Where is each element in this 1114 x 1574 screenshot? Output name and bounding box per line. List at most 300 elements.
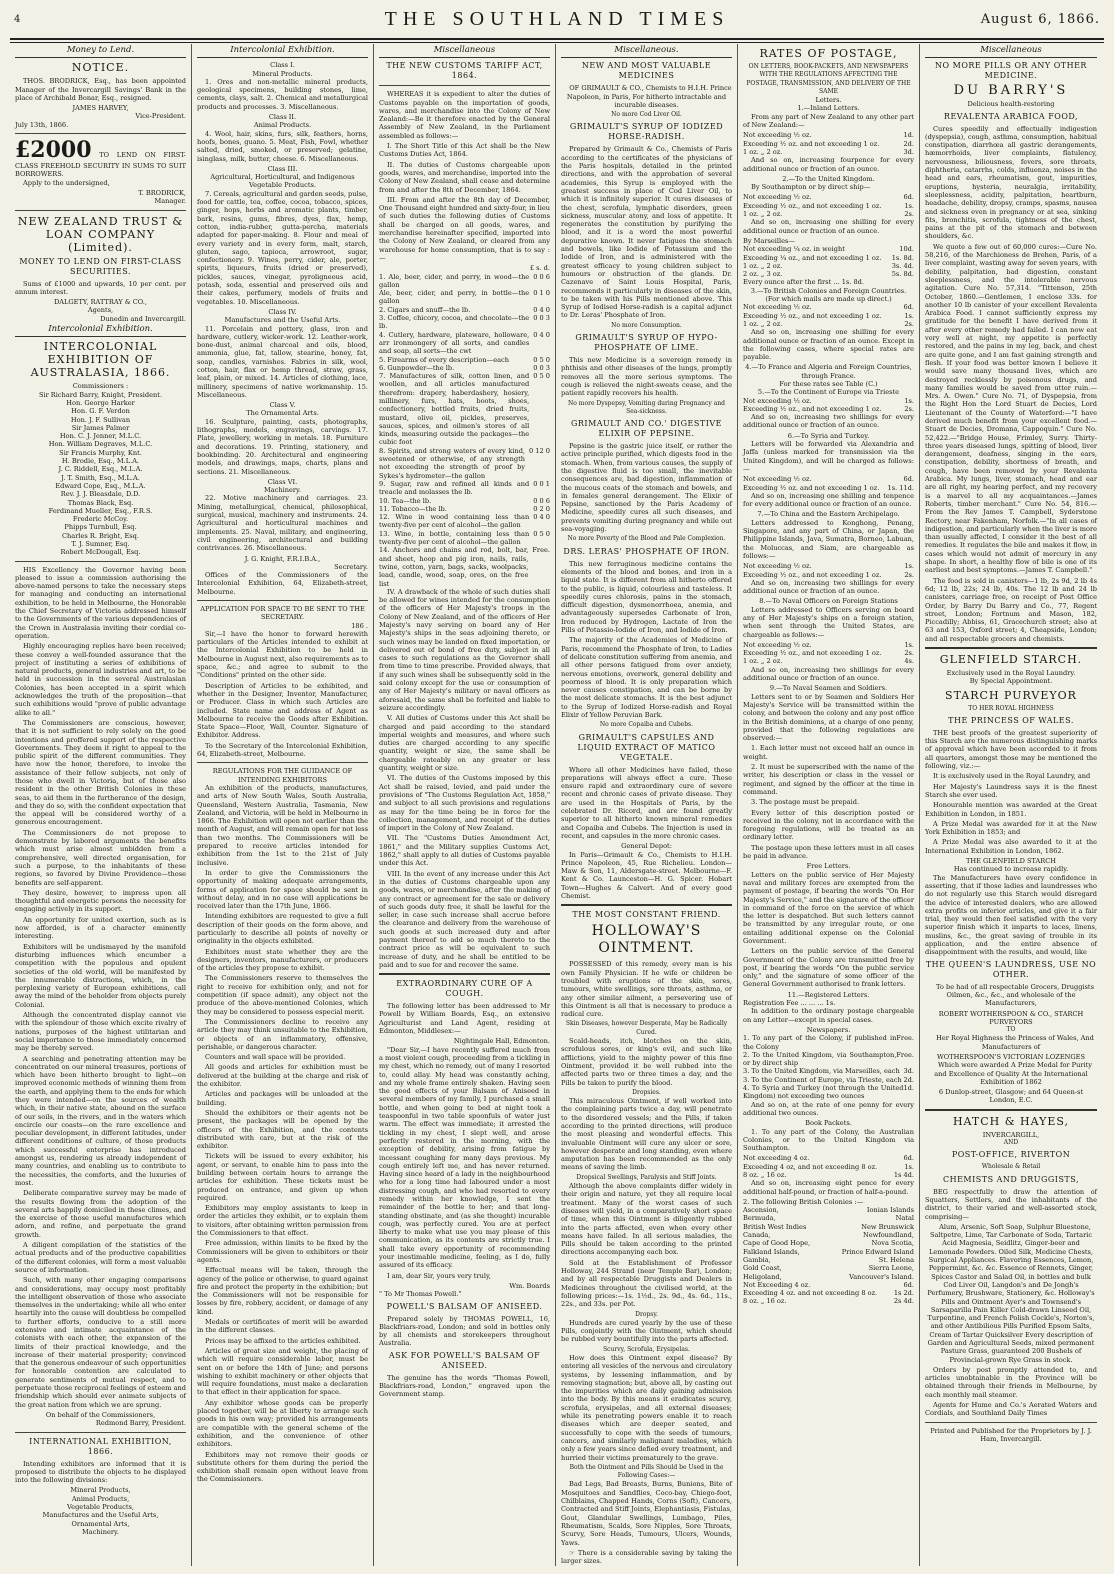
subhead: Dropsical Swellings, Paralysis and Stiff Joints. [576, 1173, 717, 1181]
divider [197, 600, 368, 601]
regulation: Exhibitors must state whether they are the designers, inventors, manufacturers, or producers of the articles they propose to exhibit. [197, 947, 368, 973]
division: Mineral Products, [70, 1486, 131, 1495]
newspaper-title: THE SOUTHLAND TIMES [384, 8, 730, 30]
ask-text: The genuine has the words "Thomas Powell, Blackfriars-road, London," engraved upon the Government stamp. [379, 1373, 550, 1399]
rate-table [743, 303, 914, 328]
column-5 [738, 44, 920, 1566]
rate-table [743, 562, 914, 579]
division: Animal Products, [71, 1494, 130, 1503]
rate-value: 1s. [904, 311, 914, 320]
dubarry-sold: The food is sold in canisters—1 lb, 2s 9d, 2 lb 4s 6d; 12 lb, 22s; 24 lb, 40s. The 12 lb and 24 lb canisters, carriage free, on receipt of Post Office Order, by Barry Du Barry and Co., 77, Regent street, London; Fortnum and Mason, 182, Piccadilly; Abbiss, 61, Gracechurch street; also at 63 and 153, Oxford street; 4, Cheapside, London; and all respectable grocers and chemists. [925, 576, 1097, 643]
duty-rate: 0 4 0 [533, 330, 550, 339]
hatch-and: AND [1003, 1139, 1019, 1147]
rate-value: 6d. [903, 1154, 914, 1163]
duty-item: 12. Wine in wood containing less than twenty-five per cent of alcohol—the gallon [379, 513, 530, 530]
rate-table [743, 475, 914, 492]
matico-title: GRIMAULT'S CAPSULES AND LIQUID EXTRACT OF MATICO VEGETALE. [577, 732, 716, 762]
class-title: The Ornamental Arts. [246, 409, 319, 418]
rate-row [743, 1084, 914, 1101]
commissioner: Sir Francis Murphy, Knt. [59, 448, 142, 457]
commissioner: J. C. Riddell, Esq., M.L.A. [58, 465, 143, 474]
rate-value: New Brunswick [861, 1222, 914, 1231]
testimonials: We quote a few out of 60,000 cures:—Cure No. 58,216, of the Marchioness de Brehen, Paris, of a liver complaint, wasting away for seven years, with debility, palpitation, bad digestion, constant sleeplessness, and the intolerable nervous agitation. Cure No. 57,314. "Tittenson, 25th October, 1860.—Gentlemen, I enclose 33s. for another 10 lb canister of your excellent Revalenta Arabica Food. I cannot sufficiently express my gratitude for the benefit I have derived from it after every other remedy had failed. I can now eat very well at night, my appetite is perfectly restored, and the pains in my leg, back, and chest are quite gone, and I am fast gaining strength and flesh. If your food was better known I believe it would save many thousand lives, which are destroyed recklessly by poisonous drugs, and many families would be saved from utter ruin.—Mrs. A. Owen." Cure No. 71, of Dyspepsia, from the Right Hon the Lord Stuart de Decies, Lord Lieutenant of the County of Waterford:—"I have derived much benefit from your excellent food.—Stuart de Decies, Dromana, Cappoquin." Cure No. 52,422.—"Bridge House, Frimley, Surry. Thirty-three years diseased lungs, spitting of blood, liver derangement, deafness, singing in the ears, constipation, debility, shortness of breath, and cough, have been removed by your Revalenta Arabica. My lungs, liver, stomach, head and ear are all right, my hearing perfect, and my recovery is a marvel to all my acquaintances.—James Roberts, timber merchant." Cure No. 54, 816.—From the Rev James T. Campbell, Syderstone Rectory, near Fakenham, Norfolk.—"In all cases of indigestion, and particularly when the liver is more than usually affected, I consider it the best of all remedies. It regulates the bile and makes it flow, in cases which would not admit of mercury in any shape. In short, a healthy flow of bile is one of its earliest and best symptoms.—James T. Campbell." [925, 242, 1097, 575]
regulation: All goods and articles for exhibition must be delivered at the building at the charge and risk of the exhibitor. [197, 1063, 368, 1089]
postage-section: 8.—To Naval Officers on Foreign Stations [759, 597, 898, 606]
rate-value: 1s 2d. [893, 1289, 914, 1298]
class-name: Class I. [270, 61, 295, 70]
postage-section: 2.—To the United Kingdom. [782, 174, 875, 183]
rate-value: 5s. 8d. [891, 270, 914, 279]
rate-label: 4. To Syria and Turkey (not through the United Kingdom) not exceeding two ounces [743, 1084, 904, 1101]
article-paragraph: Highly encouraging replies have been received; these convey a well-founded assurance that the project of instituting a series of exhibitions of natural products, general industries and art, to be held in succession in the several Australasian Colonies, has been accepted in a spirit which acknowledges the truth of the proposition—that such exhibitions would "prove of public advantage alike to all." [15, 642, 186, 717]
postage-section: Book Packets. [805, 1119, 852, 1128]
postage-text: And so on, increasing one shilling for every additional ounce or fraction of an ounce. Except in the following cases, where special rates are payable. [743, 328, 914, 362]
regulation: Medals or certificates of merit will be awarded in the different classes. [197, 1318, 368, 1335]
rate-value: 1s. [904, 562, 914, 571]
rate-row [743, 397, 914, 405]
article-paragraph: Exhibitors will be undismayed by the manifold disturbing influences which encumber a competition with the populous and opulent societies of the old world, will be manifested by the innumerable distractions, which, in the perplexing variety of European exhibitions, call away the mind of the beholder from objects purely Colonial. [15, 942, 186, 1009]
rate-label: 1 oz. „ 2 oz. [743, 657, 783, 666]
rate-value: Free. [896, 1034, 914, 1043]
postage-text: And so on, increasing two shillings for every additional ounce or fraction of an ounce. [743, 665, 914, 683]
tariff-more: VIII. In the event of any increase under this Act in the duties of Customs chargeable upon any goods, wares, or merchandise, after the making of any contract or agreement for the sale or delivery of such goods duty free, it shall be lawful for the seller, in case such increase shall accrue before the clearance and delivery from the warehouse of such goods at such increased duty and after payment thereof to add so much thereto to the contract price as will be equivalent to such increase of duty, and he shall be entitled to be paid and to sue for and recover the same. [379, 869, 550, 969]
duty-units: £ s. d. [529, 264, 550, 273]
regulation: Should the exhibitors or their agents not be present, the packages will be opened by the officers of the Exhibition, and the contents distributed with care, but at the risk of the exhibitor. [197, 1108, 368, 1151]
postage-section: 1.—Inland Letters. [797, 104, 860, 113]
rate-row [743, 202, 914, 210]
queen-text: To be had of all respectable Grocers, Druggists Oilmen, &c., &c., and wholesale of the Manufacturers, [936, 982, 1094, 1008]
duty-row [379, 530, 550, 547]
class-items: 1. Ores and non-metallic mineral products, geological specimens, building stones, lime, cements, clays, salt. 2. Chemical and metallurgical products and processes. 3. Miscellaneous. [197, 77, 368, 111]
pills-title: NO MORE PILLS OR ANY OTHER MEDICINE. [935, 61, 1087, 81]
nz-title: NEW ZEALAND TRUST & LOAN COMPANY (Limited). [17, 214, 184, 254]
commissioner: Frederic McCoy. [72, 515, 129, 524]
rate-table [743, 1154, 914, 1179]
nz-text: MONEY TO LEND ON FIRST-CLASS SECURITIES. [19, 256, 182, 276]
class-title: Mineral Products. [252, 69, 313, 78]
regulation: Counters and wall space will be provided. [205, 1053, 346, 1062]
postage-rule: 2. It must be superscribed with the name of the writer, his description or class in the vessel or regiment, and signed by the officer at the time in command. [743, 763, 914, 796]
rate-value: 1s. [904, 201, 914, 210]
cough-to: " To Mr Thomas Powell." [379, 1290, 462, 1299]
duty-item: 6. Gunpowder—the lb. [379, 363, 455, 372]
duty-item: 7. Manufactures of silk, cotton linen, and woollen, and all articles manufactured therefrom: drapery, haberdashery, hosiery, millinery, furs, hats, boots, shoes, confectionery, bottled fruits, dried fruits, mustard, olive oil, pickles, preserves, sauces, spices, and oilmen's stores of all kinds, measuring outside the packages—the cubic foot [379, 372, 530, 447]
hatch-sub: Wholesale & Retail [981, 1163, 1041, 1171]
revalenta-title: REVALENTA ARABICA FOOD, [943, 111, 1079, 121]
regulation: Free admission, within limits to be fixed by the Commissioners will be given to exhibitors or their agents. [197, 1239, 368, 1264]
commissioner: Thomas Black, Esq. [67, 498, 134, 507]
postage-section: 4.—To France and Algeria and Foreign Countries, through France. [745, 363, 912, 380]
loan-role: Manager. [154, 197, 186, 206]
nz-sums: Sums of £1000 and upwards, 10 per cent. per annum interest. [15, 279, 186, 296]
rate-value: 1s. 8d. [891, 253, 914, 262]
rate-value: 6d. [903, 193, 914, 202]
rate-row [743, 1067, 914, 1075]
glenfield-2-sub: Has continued to increase rapidly. [953, 865, 1069, 874]
rate-value: 1s 4d. [893, 1171, 914, 1179]
rate-label: Not exceeding 4 oz. [743, 1154, 810, 1163]
rate-label: 3. To the United Kingdom, via Marseilles, each [743, 1067, 900, 1076]
application-more: Description of Articles to be exhibited, and whether in the Designer, Inventor, Manufacturer, or Producer. Class in which such Articles are included. State name and address of Agent as Melbourne to receive the Goods after Exhibition. State Space—Floor, Wall, Counter. Signature of Exhibitor. Address. [197, 681, 368, 740]
dropsy-text: Hundreds are cured yearly by the use of these Pills, conjointly with the Ointment, which should be rubbed very bountifully into the parts affected. [561, 1318, 732, 1344]
commissioner: J. T. Smith, Esq., M.L.A. [61, 473, 140, 482]
nz-agents: DALGETY, RATTRAY & CO., [53, 298, 147, 307]
rate-table [743, 245, 914, 278]
leras-text: This new ferruginous medicine contains the elements of the blood and bones, and iron in a liquid state. It is different from all hitherto offered to the public, is liquid, colourless and tasteless. It speedily cures chlorosis, pains in the stomach, difficult digestion, dysmenorrhoea, anemia, and advantageously supersedes Carbonate of Iron, Iron reduced by Hydrogen, Lactate of Iron the Pills of Potassio-Iodide of Iron, and Iodide of Iron. [561, 559, 732, 635]
postage-section: 3.—To British Colonies and Foreign Countries. [750, 286, 907, 295]
rate-row [743, 270, 914, 278]
tariff-section: II. The duties of Customs chargeable upon goods, wares, and merchandise, imported into the Colony of New Zealand, shall cease and determine from and after the 8th of December, 1864. [379, 160, 550, 194]
article-paragraph: A searching and penetrating attention may be concentrated on our mineral treasures, portions of which have been hitherto brought to light—on improved economic methods of winning them from the earth, and applying them to the ends for which they were intended—on the sources of wealth which, in their native state, abound on the surface of our soils, in the rivers, and in the waters which encircle our coasts—on the rare excellence and peculiar development, in different latitudes, under different conditions of culture, of those products which successful enterprise has introduced amongst us, rendering us already independent of many countries, and enabling us to contribute to the necessities, the comforts, and the luxuries of most. [15, 1054, 186, 1187]
divider [925, 647, 1097, 649]
regulation: Articles and packages will be unloaded at the building. [197, 1090, 368, 1107]
page-number: 4 [14, 14, 21, 25]
commissioners-label: Commissioners : [72, 382, 129, 391]
duty-row [379, 372, 550, 447]
rate-row [743, 193, 914, 201]
secretary-to: To the Secretary of the Intercolonial Exhibition, 64, Elizabeth-street, Melbourne. [197, 741, 368, 759]
rate-row [743, 641, 914, 649]
commissioner: Phipps Turnbull, Esq. [64, 523, 137, 532]
duty-rate: Free. [532, 546, 550, 555]
rate-label: Gold Coast, [743, 1264, 782, 1273]
rate-value: 6d. [903, 303, 914, 312]
postage-text: And so on, at the rate of one penny for every additional two ounces. [743, 1100, 914, 1117]
postage-text: Letters addressed to Konghong, Penang, Singapore, and any part of China, or Japan, the Philippine Islands, Java, Sumatra, Borneo, Labuan, the Moluccas, and Siam, are chargeable as follows:— [743, 518, 914, 560]
rate-label: Not exceeding ½ oz. [743, 303, 812, 312]
duty-item: 3. Coffee, chicory, cocoa, and chocolate—the lb. [379, 314, 530, 331]
rate-label: Exceeding ½ oz., and not exceeding 1 oz. [743, 649, 882, 658]
duty-row [379, 447, 550, 480]
dubarry-title: DU BARRY'S [953, 83, 1069, 99]
duty-row [379, 546, 550, 587]
skin-text: Scald-heads, itch, blotches on the skin, scrofulous sores, or king's evil, and such like afflictions, yield to the mighty power of this fine Ointment, provided it be well rubbed into the affected parts two or three times a day, and the Pills be taken to purify the blood. [561, 1037, 732, 1087]
duty-row [379, 331, 550, 356]
column-2 [192, 44, 374, 1566]
duty-rate: 0 0 6 [533, 272, 550, 281]
rate-label: 3. To the Continent of Europe, via Trieste, each [743, 1075, 902, 1084]
rate-row [743, 320, 914, 328]
rate-label: 1 oz. „ 2 oz. [743, 319, 783, 328]
international-text: Intending exhibitors are informed that it is proposed to distribute the objects to be displayed into the following divisions: [15, 1459, 186, 1485]
offices: Offices of the Commissioners of the Intercolonial Exhibition, 64, Elizabeth-street, Melbourne. [197, 571, 368, 596]
postage-text: Every ounce after the first ... 1s. 8d. [743, 278, 864, 287]
duty-rate: 0 5 0 [533, 355, 550, 364]
rate-row [743, 1239, 914, 1247]
application-title: APPLICATION FOR SPACE TO BE SENT TO THE SECRETARY. [200, 605, 365, 622]
rate-value: 3s. 4d. [891, 261, 914, 270]
divider [379, 85, 550, 86]
rate-row [743, 312, 914, 320]
behalf: On behalf of the Commissioners, [45, 1410, 156, 1419]
balsam-text: Prepared solely by THOMAS POWELL, 16, Blackfriars-road, London; and sold in bottles only by all chemists and storekeepers throughout Australia. [379, 1314, 550, 1348]
application-date: 186 . [351, 621, 368, 630]
divider [15, 561, 186, 562]
rate-label: Gambia, [743, 1255, 771, 1264]
class-name: Class II. [268, 113, 297, 122]
rate-row [743, 1248, 914, 1256]
regulation: Tickets will be issued to every exhibitor, his agent, or servant, to enable him to pass into the building between certain hours to arrange the articles for exhibition. These tickets must be produced on entrance, and given up when required. [197, 1152, 368, 1202]
nz-agents-role: Agents, [87, 306, 114, 315]
rate-value: 1s. [904, 1162, 914, 1171]
rate-row [743, 657, 914, 665]
duty-item: 11. Tobacco—the lb. [379, 504, 447, 513]
tariff-more: VII. The "Customs Duties Amendment Act, 1861," and the Military supplies Customs Act, 1862," shall apply to all duties of Customs payable under this Act. [379, 834, 550, 868]
rate-value: Vancouver's Island. [849, 1272, 914, 1281]
tariff-section: I. The Short Title of this Act shall be the New Customs Duties Act, 1864. [379, 142, 550, 159]
commissioner: T. J. Sumner, Esq. [71, 539, 130, 548]
duty-rate: 0 1 0 [533, 289, 550, 298]
tariff-title: THE NEW CUSTOMS TARIFF ACT, 1864. [386, 61, 543, 81]
rate-value: 1s. [904, 396, 914, 405]
duty-row [379, 306, 550, 314]
rate-value: Newfoundland, [862, 1231, 914, 1240]
rate-table [743, 131, 914, 156]
hatch-title: HATCH & HAYES, [952, 1114, 1070, 1128]
columns [10, 44, 1104, 1566]
address: 6 Dunlop-street, Glasgow; and 64 Queen-st London, E.C. [938, 1088, 1084, 1105]
regulation: Articles of great size and weight, the placing of which will require considerable labor, must be sent on or before the 14th of June; and persons wishing to exhibit machinery or other objects that will require foundations, must make a declaration to that effect in their application for space. [197, 1346, 368, 1397]
rate-row [743, 571, 914, 579]
subhead: No more Cod Liver Oil. [611, 111, 682, 119]
rate-value: 2s. [904, 570, 914, 579]
subhead: Both the Ointment and Pills Should be Used in the Following Cases:— [569, 1463, 724, 1480]
both-text: Bad Legs, Bad Breasts, Burns, Bunions, Bite of Mosquitoes and Sandflies, Coco-bay, Chiego-foot, Chilblains, Chapped Hands, Corns (Soft), Cancers, Contracted and Stiff Joints, Elephantiasis, Fistulas, Gout, Glandular Swellings, Lumbago, Piles, Rheumatism, Scalds, Sore Nipples, Sore Throats, Scurvy, Sore Heads, Tumours, Ulcers, Wounds, Yaws. [561, 1480, 733, 1547]
subhead: Skin Diseases, however Desperate, May be Radically Cured. [565, 1020, 728, 1036]
postage-section: 5.—To the Continent of Europe via Trieste [757, 388, 900, 397]
class-name: Class V. [269, 401, 296, 410]
divider [925, 1422, 1097, 1423]
lozenges-text: Which were awarded A Prize Medal for Purity and Excellence of Quality At the International Exhibition of 1862 [934, 1061, 1092, 1086]
commissioner: Edward Cope, Esq., M.L.A. [55, 481, 146, 490]
class-title: Manufactures and the Useful Arts. [224, 316, 341, 325]
rate-row [743, 1034, 914, 1051]
postage-section: 11.—Registered Letters. [787, 990, 870, 999]
postage-text: And so on, increasing one shilling and tenpence for every additional ounce or fraction of an ounce. [743, 491, 914, 509]
saving-note: ☞ There is a considerable saving by taking the larger sizes. [561, 1548, 732, 1566]
duty-rate: 0 0 3 [533, 363, 550, 372]
duty-item: 1. Ale, beer, cider, and perry, in wood—the gallon [379, 272, 530, 289]
commissioner: Hon. J. F. Sullivan [70, 415, 131, 424]
postage-text: Letters sent to or by Seamen and Soldiers Her Majesty's Service will be transmitted within the colony, and between the colony and any post office in the British dominions, at a charge of one penny, provided that the following regulations are observed:— [743, 692, 914, 743]
cough-text: "Dear Sir,—I have recently suffered much from a most violent cough, proceeding from a tickling in my chest, which no remedy, out of many I resorted to, could allay. My head was constantly aching, and my whole frame entirely shaken. Having seen the good effects of your Balsam of Aniseed in several members of my family, I purchased a small bottle, and when going to bed at night took a teaspoonful in two table spoonfuls of water just warm. The effect was immediate; it arrested the tickling in my chest, I slept well, and arose perfectly restored in the morning, with the exception of debility, arising from fatigue by incessant coughing for many days previous. My cough entirely left me, and has never returned. Having since heard of a lady in the neighbourhood who for a long time had laboured under a most distressing cough, and who had resorted to every remedy within her knowledge, I sent the remainder of the bottle to her; and that long-standing obstinate, and (as she thought) incurable cough, was perfectly cured. You are at perfect liberty to make what use you may please of this communication, as its contents are strictly true. I shall take every opportunity of recommending your inestimable medicine, feeling, as I do, fully assured of its efficacy. [379, 1045, 551, 1270]
rate-table [743, 1281, 914, 1306]
rate-value: 1s. [904, 640, 914, 649]
article-paragraph: Such, with many other engaging comparisons and considerations, may occupy most profitably the intelligent observation of those who associate themselves in the undertaking; while all who enter heartily into the cause will doubtless be compelled to further efforts, conducive to a still more extensive and intimate acquaintance of the colonists with each other, the expansion of the limits of their practical knowledge, and the increase of their material prosperity; convinced that the generous endeavour of such opportunities for honorable contention are calculated to generate sentiments of mutual respect, and to perpetuate those reciprocal feelings of esteem and friendship which should ever animate subjects of the great nation from which we are sprung. [15, 1276, 186, 1409]
section-header: Miscellaneous. [561, 44, 732, 58]
duty-rate: 0 4 0 [533, 513, 550, 522]
article-paragraph: Although the concentrated display cannot vie with the splendour of those which excite rivalry of nations, purposes of the highest utilitarian and social importance to those immediately concerned may be thereby served. [15, 1011, 186, 1053]
rate-label: Exceeding ½ oz., and not exceeding 1 oz. [743, 404, 882, 413]
divider [561, 904, 732, 906]
rate-row [743, 1231, 914, 1239]
commissioner: Robert McDougall, Esq. [60, 548, 141, 557]
section-header: Intercolonial Exhibition. [197, 44, 368, 58]
rate-row [743, 1154, 914, 1162]
division: Vegetable Products, [67, 1503, 134, 1512]
sold-text: Sold at the Establishment of Professor Holloway, 244 Strand (near Temple Bar), London; and by all respectable Druggists and Dealers in Medicines throughout the civilised world, at the following prices:—1s. 1½d., 2s. 9d., 4s. 6d., 11s., 22s., and 33s. per Pot. [561, 1258, 732, 1309]
rate-table [743, 641, 914, 666]
rate-value: 2s. [904, 210, 914, 219]
issue-date: August 6, 1866. [980, 12, 1100, 27]
class-title: Agricultural, Horticultural, and Indigenous Vegetable Products. [210, 173, 355, 190]
postage-text: 2. The following British Colonies :— [743, 1197, 864, 1206]
loan-apply: Apply to the undersigned, [23, 178, 110, 187]
imprint: Printed and Published for the Proprietors by J. J. Ham, Invercargill. [930, 1426, 1092, 1443]
duty-row [379, 273, 550, 290]
commissioner: Ferdinand Mueller, Esq., F.R.S. [48, 506, 153, 515]
leras-more: The majority of the Academies of Medicine of Paris, recommend the Phosphate of Iron, to Ladies of delicate constitution suffering from anemia, and all other persons fatigued from over anxiety, nervous emotions, overwork, general debility and poorness of blood. It is only preparation which never causes constipation, and can be borne by the most delicate stomachs. It is the best adjunct to the Syrup of Iodized Horse-radish and Royal Elixir of Yellow Peruvian Bark. [561, 636, 732, 719]
rate-value: 10d. [899, 245, 914, 254]
postage-section: 7.—To China and the Eastern Archipelago. [757, 510, 900, 519]
wotherspoon-sub: TO [1006, 1026, 1016, 1034]
application-text: Sir,—I have the honor to forward herewith particulars of the Articles intended to exhibit at the Intercolonial Exhibition to be held in Melbourne in August next, also requirements as to space, &c.; and agree to submit to the "Conditions" printed on the other side. [197, 629, 368, 680]
hypo-text: This new Medicine is a sovereign remedy in phthisis and other diseases of the lungs, promptly removes all the more serious symptoms. The cough is relieved the night-sweats cease, and the patient rapidly recovers his health. [561, 356, 732, 398]
postage-text: (For which mails are made up direct.) [765, 295, 892, 304]
duty-item: 9. Sugar, raw and refined all kinds and treacle and molasses the lb. [379, 479, 530, 497]
rate-row [743, 303, 914, 311]
leras-title: DRS. LERAS' PHOSPHATE OF IRON. [563, 546, 730, 556]
rate-value: 6d. [903, 475, 914, 484]
depot-title: General Depot: [621, 842, 672, 851]
commissioner: Hon. C. J. Jenner, M.L.C. [59, 432, 142, 441]
dubarry-sub: Delicious health-restoring [967, 100, 1055, 109]
class-items: 16. Sculpture, painting, casts, photographs, lithographs, models, engravings, carvings. 17. Plate, jewellery, working in metals. 18. Furniture and decorations. 19. Printing, stationery, and bookbinding. 20. Architectural and engineering models, and drawings, maps, charts, plans and sections. 21. Miscellaneous. [197, 417, 368, 476]
rate-label: Ascension, [743, 1206, 779, 1215]
rate-label: Exceeding ½ oz. and not exceeding 1 oz. [743, 139, 880, 148]
rate-row [743, 1264, 914, 1272]
duty-row [379, 356, 550, 364]
postage-text: The postage upon these letters must in all cases be paid in advance. [743, 843, 914, 861]
rate-value: 6d. [903, 1280, 914, 1289]
column-1 [10, 44, 192, 1566]
glenfield-title: GLENFIELD STARCH. [939, 653, 1083, 666]
postage-rule: 3. The postage must be prepaid. [751, 798, 860, 807]
postage-text: From any part of New Zealand to any other part of New Zealand:— [743, 112, 914, 130]
postage-text: In addition to the ordinary postage chargeable on any Letter—except in special cases. [743, 1007, 914, 1024]
regulation: Effectual means will be taken, through the agency of the police or otherwise, to guard against fire and protect the property in the exhibition; but the Commissioners will not be responsible for losses by fire, robbery, accident, or damage of any kind. [197, 1266, 368, 1316]
rate-label: 2. To the United Kingdom, via Southampton, or by direct ship [743, 1050, 897, 1068]
duty-item: 10. Tea—the lb. [379, 496, 432, 505]
postage-text: Letters addressed to Officers serving on board any of Her Majesty's ships on a foreign station, when sent through the United States, are chargeable as follows:— [743, 605, 914, 639]
rate-label: 8 oz. „ 16 oz. [743, 1297, 787, 1306]
rate-value: 2s 4d. [893, 1297, 914, 1306]
rate-value: 3d. [903, 147, 914, 156]
postage-text: Every letter of this description posted or received in the colony, not in accordance with the foregoing regulations, will be treated as an ordinary letter. [743, 808, 914, 842]
subhead: No more Poverty of the Blood and Pale Complexion. [567, 535, 726, 543]
tariff-intro: WHEREAS it is expedient to alter the duties of Customs payable on the importation of goods, wares, and merchandise into the Colony of New Zealand:—Be it therefore enacted by the General Assembly of New Zealand, in the Parliament assembled as follows:— [379, 90, 550, 140]
class-items: 11. Porcelain and pottery, glass, iron and hardware, cutlery, wicker-work. 12. Leather-work, bone-dust, animal charcoal and oils, blood, ammonia, glue, fat, tallow, stearine, honey, fat, soap, candles, varnishes. Fabrics in silk, wool, cotton, hair, flax or hemp thread, straw, grass, leaf, plain, or mixed. 14. Articles of clothing, lace, millinery, specimens of native workmanship. 15. Miscellaneous. [197, 324, 368, 399]
rate-row [743, 1206, 914, 1214]
duty-row [379, 497, 550, 505]
rate-label: Exceeding ¼ oz., and not exceeding 1 oz. [743, 253, 882, 262]
cough-title: EXTRAORDINARY CURE OF A COUGH. [396, 979, 533, 999]
rate-label: Not exceeding ½ oz. [743, 396, 812, 405]
cough-text: The following letter has been addressed to Mr Powell by William Boards, Esq., an extensive Agriculturist and Land Agent, residing at Edmonton, Middlesex:— [379, 1002, 550, 1036]
postage-subtitle: ON LETTERS, BOOK-PACKETS, AND NEWSPAPERS WITH THE REGULATIONS AFFECTING THE POSTAGE, TRANSMISSION, AND DELIVERY OF THE SAME [746, 63, 911, 95]
divider [925, 1109, 1097, 1111]
loan-amount: £2000 [15, 137, 92, 164]
rate-row [743, 140, 914, 148]
commissioner: Hon. William Degraves, M.L.C. [48, 440, 153, 449]
rate-value: Free. [896, 1050, 914, 1059]
rate-value: 2s. [904, 319, 914, 328]
rate-label: 1 oz. „ 2 oz. [743, 261, 783, 270]
rate-row [743, 1076, 914, 1084]
class-name: Class IV. [268, 307, 297, 316]
wotherspoon-text: Her Royal Highness the Princess of Wales, And Manufacturers of [936, 1034, 1094, 1051]
rate-row [743, 475, 914, 483]
postage-text: Letters on the public service of the General Government of the Colony are transmitted free by post, if bearing the words "On the public service only," and the signature of some officer of the General Government authorised to frank letters. [743, 947, 914, 989]
dropsies-text: This miraculous Ointment, if well worked into the complaining parts twice a day, will penetrate to the disordered vessels; and the Pills, if taken according to the printed directions, will produce the most pleasing and wonderful effects. This invaluable Ointment will cure any ulcer or sore, however desperate and long standing, even where amputation has been recommended as the only means of saving the limb. [561, 1097, 732, 1172]
duty-row [379, 513, 550, 530]
tariff-more: IV. A drawback of the whole of such duties shall be allowed for wines intended for the consumption of the officers of Her Majesty's troops in the Colony of New Zealand, and of the officers of Her Majesty's navy serving on board any of Her Majesty's ships in the seas adjoining thereto, or such wines may be landed on fixed importation, or delivered out of bond of free duty, subject in all cases to such regulations as the Governor shall from time to time prescribe. Provided always, that if any such wines shall be subsequently sold in the said colony except for the use or consumption of any of Her Majesty's military or naval officers as aforesaid, the same shall be forfeited and liable to seizure accordingly. [379, 587, 550, 712]
scurvy-text: How does this Ointment expel disease? By entering all vesicles of the nervous and circulatory systems, by lessening inflammation, and by removing stagnation; but, above all, by casting out the impurities which are daily gaining admission into the body. By this means it eradicates scurvy, scrofula, erysipelas, and all external diseases; while its penetrating powers enable it to reach diseases which are deeper seated, and successfully to cope with the seeds of tumours, cancers, and similarly malignant maladies, which only a few years since defied every treatment, and hurried their victims prematurely to the grave. [561, 1354, 732, 1462]
divider [379, 973, 550, 975]
postage-text: And so on, increasing fourpence for every additional ounce or fraction of an ounce. [743, 156, 914, 173]
rate-label: Not exceeding ½ oz. [743, 562, 812, 571]
duty-rate: 0 2 0 [533, 504, 550, 513]
depot-text: In Paris—Grimault & Co., Chemists to H.I.H. Prince Napoleon, 45, Rue Richelieu. London—Maw & Son, 11, Aldersgate-street. Melbourne—F. Kent & Co. Launceston—H. G. Spicer. Hobart Town—Hughes & Calvert. And of every good Chemist. [561, 850, 732, 901]
class-title: Machinery. [264, 486, 301, 495]
hatch-place: INVERCARGILL, [982, 1130, 1040, 1139]
postage-text: And so on, increasing two shillings for every additional ounce or fraction of an ounce. [743, 413, 914, 430]
rate-label: 2 oz. „ 3 oz. [743, 270, 783, 279]
matico-text: Where all other Medicines have failed, these preparations will always effect a cure. These ensure rapid and extraordinary cure of severe recent and chronic cases of private disease. They are used in the Hospitals of Paris, by the celebrated Dr. Ricord, and are found greatly superior to all hitherto known mineral remedies and Copaiba and Cubebs. The Injection is used in recent, and capsules in the more chronic cases. [561, 765, 732, 840]
rate-row [743, 1297, 914, 1305]
pepsine-text: Pepsine is the gastric juice itself, or rather the active principle purified, which digests food in the stomach. When, from various causes, the supply of the digestive fluid is too small, the inevitable consequences are, bad digestion, inflammation of the mucous coats of the stomach and bowels, and in females general derangement. The Elixir of Pepsine, sanctioned by the Paris Academy of Medicine, speedily cures all such diseases, and prevents vomiting during pregnancy and while out sea-voyaging. [561, 442, 732, 534]
behalf-signer: Redmond Barry, President. [95, 1419, 186, 1428]
notice-text: THOS. BRODRICK, Esq., has been appointed Manager of the Invercargill Savings' Bank in the place of Archibald Bonar, Esq., resigned. [15, 77, 186, 102]
duty-row [379, 364, 550, 372]
rate-label: Exceeding ½ oz. and not exceeding 1 oz. [743, 483, 880, 492]
dubarry-text: Cures speedily and effectually indigestion (dyspepsia), cough, asthma, consumption, habitual constipation, diarrhœa all gastric derangements, hæmorrhoids, liver complaints, flatulency, nervousness, biliousness, fevers, sore throats, diphtheria, catarrhs, colds, influenza, noises in the head and ears, rheumatism, gout, impurities, eruptions, hysteria, neuralgia, irritability, sleeplessness, acidity, palpitation, heartburn, headache, debility, dropsy, cramps, spasms, nausea and sickness even in pregnancy or at sea, sinking fits, bronchitis, scrofula, tightness of the chest, pains at the pit of the stomach and between shoulders, &c. [925, 124, 1097, 241]
tariff-more: VI. The duties of the Customs imposed by this Act shall be raised, levied, and paid under the provisions of "The Customs Regulation Act, 1858," and subject to all such provisions and regulations as may for the time being be in force for the collection, management, and receipt of the duties of import in the Colony of New Zealand. [379, 774, 550, 833]
loan-text: TO LEND ON FIRST-CLASS FREEHOLD SECURITY IN SUMS TO SUIT BORROWERS. [15, 151, 186, 179]
subhead: Scurvy, Scrofula, Erysipelas. [603, 1345, 690, 1353]
rate-label: Falkland Islands, [743, 1247, 800, 1256]
rate-value: Natal [895, 1214, 914, 1223]
glenfield-sub: Exclusively used in the Royal Laundry. [946, 669, 1076, 677]
international-title: INTERNATIONAL EXHIBITION, 1866. [29, 1436, 172, 1456]
article-paragraph: HIS Excellency the Governor having been pleased to issue a commission authorising the above-named persons to take the necessary steps for managing and conducting an international exhibition, to be held in Melbourne, the Honorable the Chief Secretary of Victoria addressed himself to the Governments of the various dependencies of the Crown in Australasia inviting their cordial co-operation. [15, 565, 186, 640]
rate-value: 1d. [903, 1084, 914, 1093]
purveyor-title: STARCH PURVEYOR [945, 688, 1077, 702]
rate-label: 1 oz. „ 2 oz. [743, 147, 783, 156]
rate-row [743, 562, 914, 570]
cough-signer: Wm. Boards [509, 1281, 550, 1290]
rate-row [743, 1163, 914, 1171]
letters-label: Letters. [815, 96, 842, 105]
postage-section: 6.—To Syria and Turkey. [787, 431, 870, 440]
medicines-title: NEW AND MOST VALUABLE MEDICINES [581, 61, 712, 81]
duty-rate: 0 0 6 [533, 496, 550, 505]
article-paragraph: They desire, however, to impress upon all thoughtful and energetic persons the necessity for engaging actively in its support. [15, 888, 186, 914]
rate-label: Bermuda, [743, 1214, 776, 1223]
postage-text: And so on, increasing eight pence for every additional half-pound, or fraction of half-a-pound. [743, 1179, 914, 1196]
rate-value: 2d. [903, 1075, 914, 1084]
rate-value: 1d. [903, 131, 914, 140]
rate-row [743, 254, 914, 262]
rate-label: Exceeding ½ oz., and not exceeding 1 oz. [743, 570, 882, 579]
glenfield-text: Her Majesty's Laundress says it is the finest Starch she ever used. [925, 782, 1097, 799]
divider [15, 1432, 186, 1433]
nz-agents-place: Dunedin and Invercargill. [100, 314, 186, 323]
section-header: Money to Lend. [15, 44, 186, 58]
rate-label: Exceeding ½ oz., and not exceeding 1 oz. [743, 201, 882, 210]
secretary-name: J. G. Knight, F.R.I.B.A., [244, 554, 321, 563]
medicines-intro: OF GRIMAULT & CO., Chemists to H.I.H. Prince Napoleon, in Paris, For hitherto intractable and incurable diseases. [566, 84, 732, 109]
